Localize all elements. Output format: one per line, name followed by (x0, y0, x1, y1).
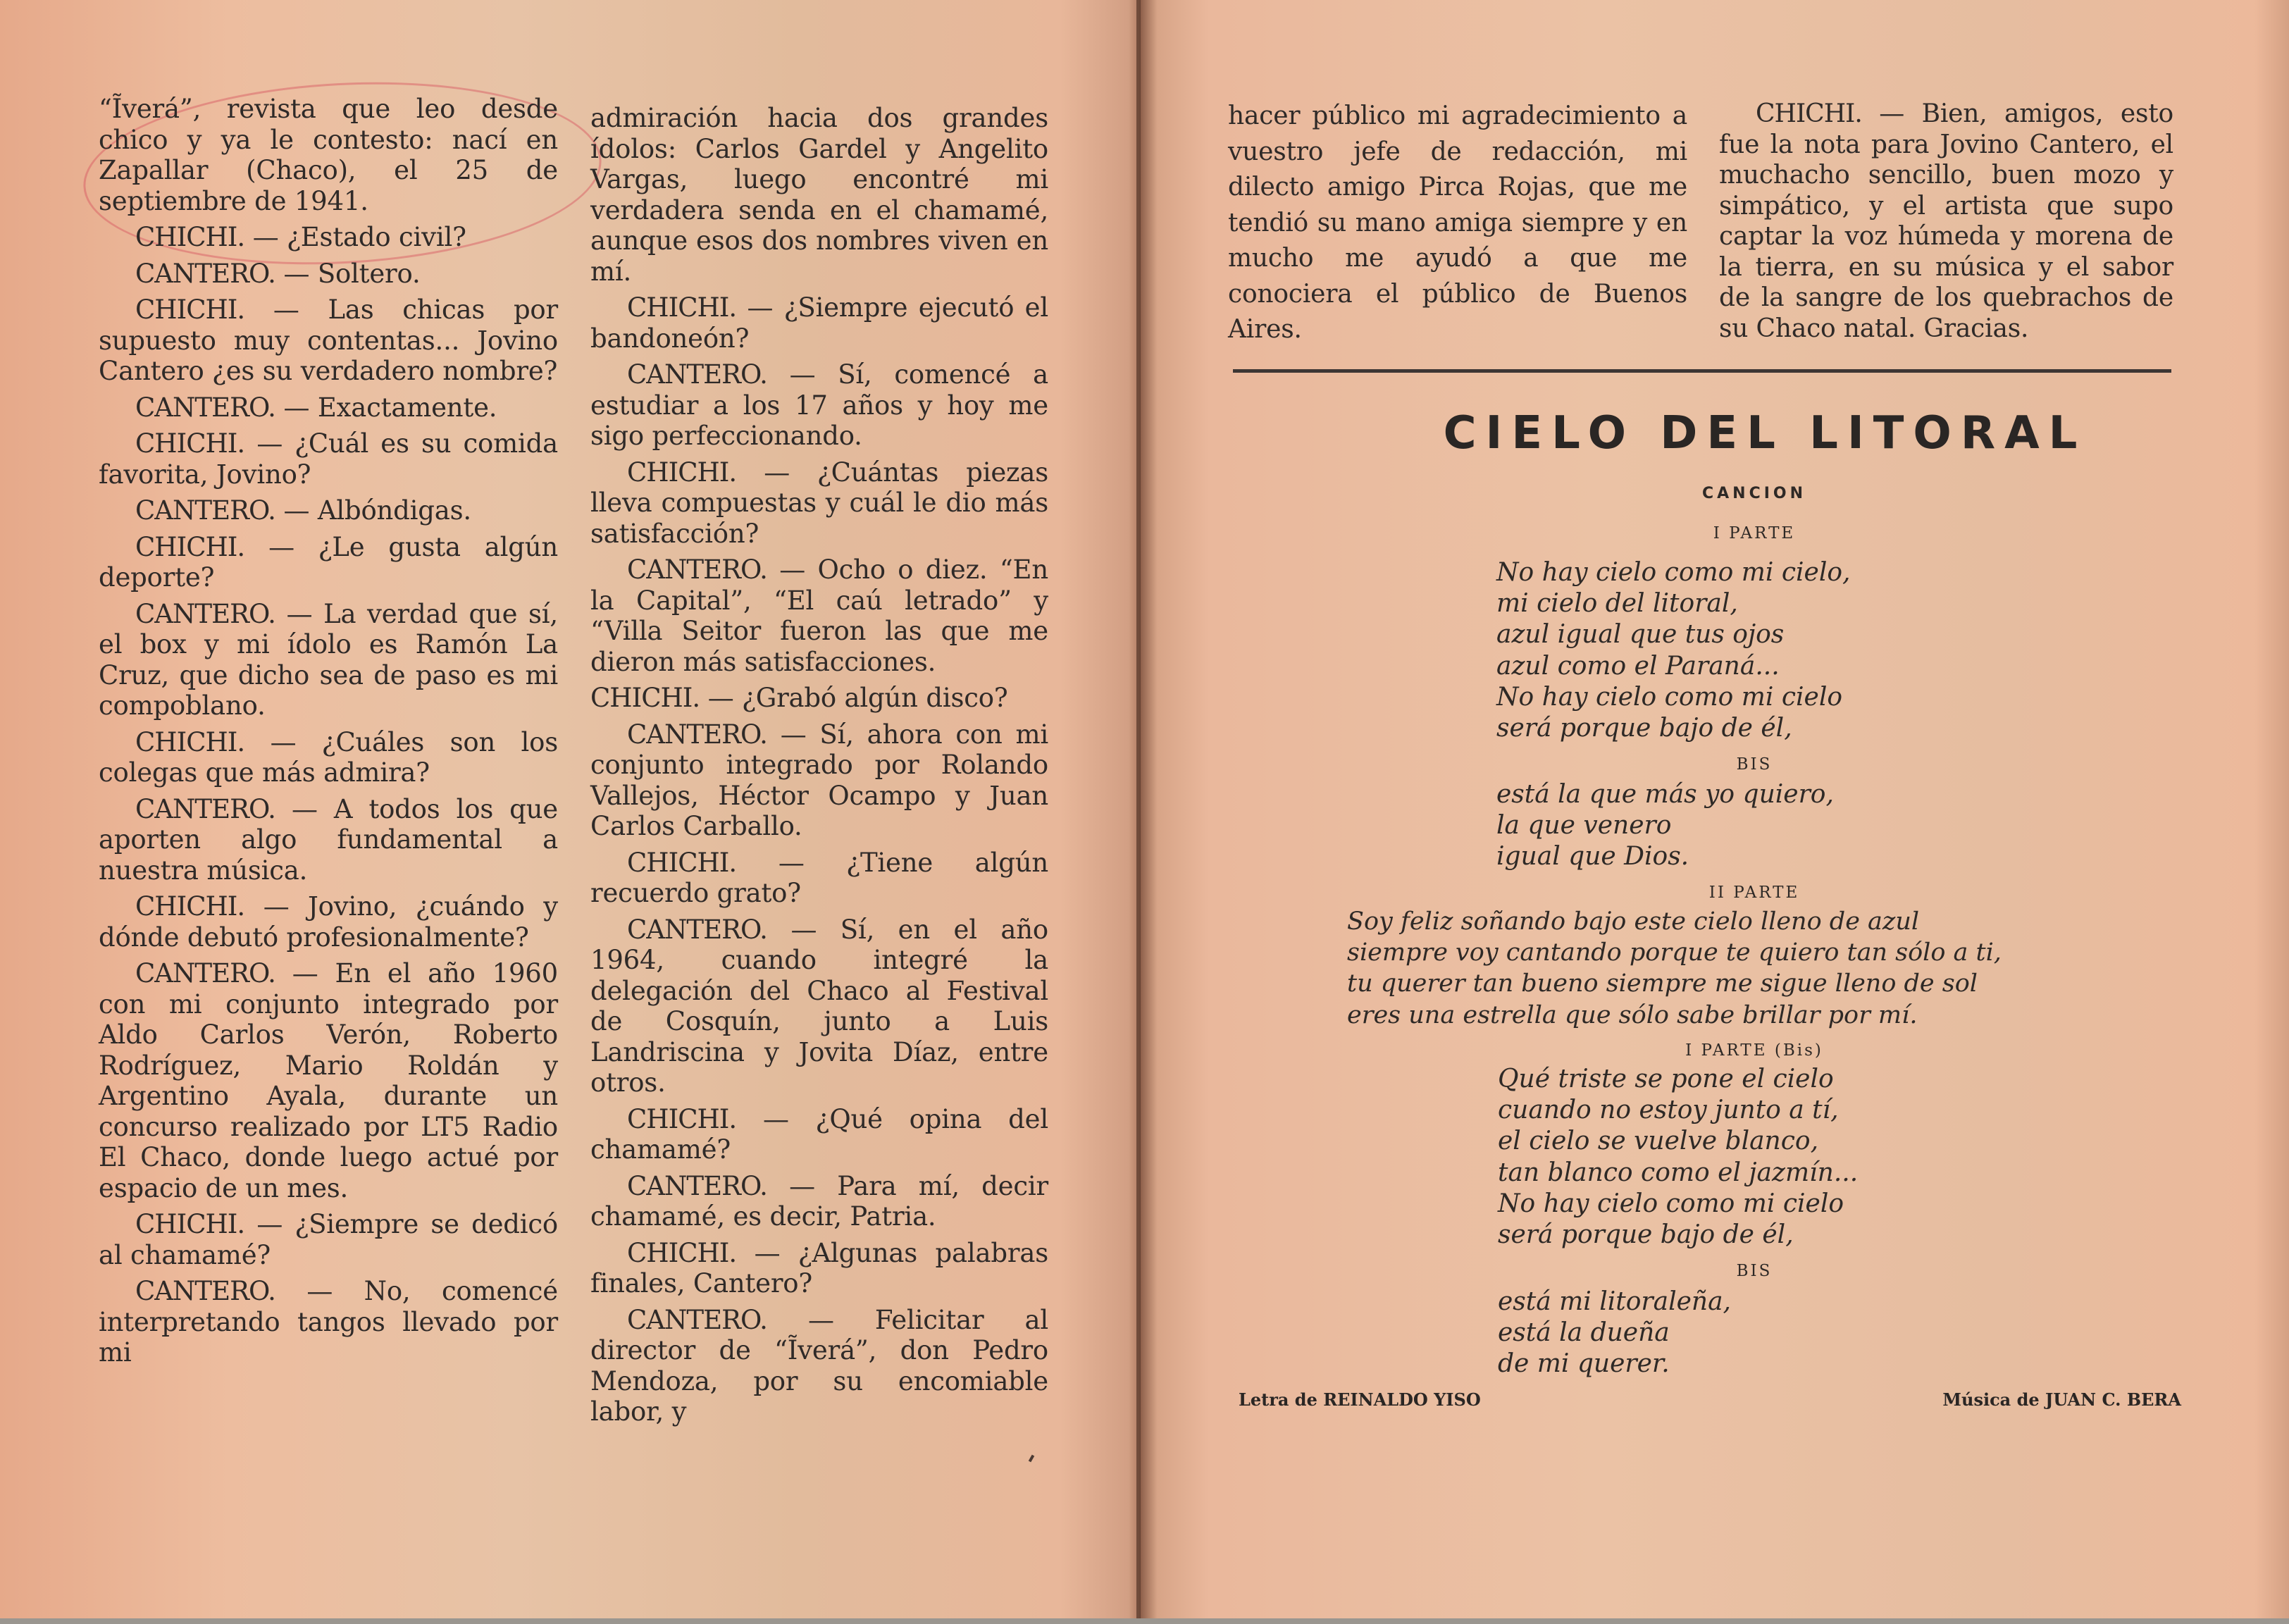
lyric-line: la que venero (1496, 811, 1672, 841)
paragraph-text: — Ocho o diez. “En la Capital”, “El caú letrado” y “Villa Seitor fueron las que me dieron más satisfacciones. (590, 554, 1048, 677)
part2-lyrics (1347, 906, 2002, 1031)
song-title: CIELO DEL LITORAL (1443, 407, 2087, 459)
paragraph-text: “Ĩverá”, revista que leo desde chico y ya le contesto: nací en Zapallar (Chaco), el 25 de septiembre de 1941. (99, 94, 558, 216)
lyric-line: cuando no estoy junto a tí, (1498, 1096, 1839, 1125)
speaker-name: CHICHI. (135, 531, 245, 562)
lyric-line: tu querer tan bueno siempre me sigue lleno de sol (1347, 969, 1978, 998)
lyric-line: tan blanco como el jazmín... (1498, 1158, 1859, 1187)
interview-paragraph (590, 683, 1048, 714)
lyric-line: No hay cielo como mi cielo (1498, 1189, 1844, 1218)
interview-paragraph (99, 295, 558, 387)
scan-bottom-edge (0, 1618, 2289, 1624)
lyric-line: el cielo se vuelve blanco, (1498, 1127, 1819, 1156)
speaker-name: CANTERO. (135, 495, 275, 526)
paragraph-text: — ¿Cuáles son los colegas que más admira? (99, 726, 558, 788)
lyric-line: azul igual que tus ojos (1496, 620, 1785, 650)
bis1-lyrics (1496, 779, 1834, 873)
lyric-line: está la que más yo quiero, (1496, 780, 1834, 809)
bis2-lyrics (1498, 1287, 1731, 1380)
lyric-line: No hay cielo como mi cielo, (1496, 558, 1851, 587)
paragraph-text: — ¿Tiene algún recuerdo grato? (590, 847, 1048, 908)
interview-paragraph (590, 915, 1048, 1098)
lyric-line: está la dueña (1498, 1318, 1670, 1348)
speaker-name: CHICHI. (627, 1103, 737, 1134)
interview-column-1 (99, 94, 558, 1374)
lyric-line: No hay cielo como mi cielo (1496, 682, 1843, 712)
interview-paragraph (590, 554, 1048, 677)
paragraph-text: — Sí, comencé a estudiar a los 17 años y hoy me sigo perfeccionando. (590, 359, 1048, 451)
interview-paragraph (1228, 99, 1687, 348)
part1-label: I PARTE (1713, 524, 1796, 543)
speaker-name: CHICHI. (135, 295, 245, 325)
interview-column-4 (1719, 99, 2173, 349)
interview-paragraph (590, 1238, 1048, 1299)
paragraph-text: — No, comencé interpretando tangos llevado por mi (99, 1276, 558, 1368)
speaker-name: CANTERO. (135, 793, 275, 824)
lyric-line: azul como el Paraná... (1496, 651, 1780, 681)
paragraph-text: — Albóndigas. (275, 495, 471, 526)
paragraph-text: hacer público mi agradecimiento a vuestro jefe de redacción, mi dilecto amigo Pirca Rojas, que me tendió su mano amiga siempre y en mucho me ayudó a que me conociera el público de Buenos Aires. (1228, 101, 1687, 344)
interview-paragraph (590, 103, 1048, 287)
speaker-name: CHICHI. (1756, 99, 1862, 128)
speaker-name: CHICHI. (135, 222, 245, 252)
speaker-name: CANTERO. (135, 958, 275, 988)
speaker-name: CANTERO. (627, 1304, 767, 1335)
speaker-name: CHICHI. (627, 1237, 737, 1268)
interview-paragraph (99, 259, 558, 290)
interview-paragraph (590, 1171, 1048, 1232)
lyrics-credit: Letra de REINALDO YISO (1239, 1389, 1481, 1410)
speaker-name: CANTERO. (135, 392, 275, 423)
interview-paragraph (590, 359, 1048, 452)
paragraph-text: — ¿Estado civil? (244, 222, 466, 252)
speaker-name: CHICHI. (627, 292, 737, 323)
paragraph-text: — ¿Siempre se dedicó al chamamé? (99, 1209, 558, 1270)
paragraph-text: — Soltero. (275, 258, 421, 289)
paragraph-text: — ¿Algunas palabras finales, Cantero? (590, 1237, 1048, 1298)
interview-paragraph (590, 1305, 1048, 1427)
paragraph-text: — En el año 1960 con mi conjunto integrado por Aldo Carlos Verón, Roberto Rodríguez, Mario Roldán y Argentino Ayala, durante un concurso realizado por LT5 Radio El Chaco, donde luego actué por espacio de un mes. (99, 958, 558, 1203)
interview-column-3 (1228, 99, 1687, 354)
paragraph-text: — A todos los que aporten algo fundamental a nuestra música. (99, 793, 558, 886)
lyric-line: Soy feliz soñando bajo este cielo lleno de azul (1347, 907, 1920, 936)
paragraph-text: — Sí, ahora con mi conjunto integrado por Rolando Vallejos, Héctor Ocampo y Juan Carlos Carballo. (590, 719, 1048, 841)
speaker-name: CHICHI. (590, 683, 700, 713)
bis1-label: BIS (1736, 755, 1773, 774)
lyric-line: eres una estrella que sólo sabe brillar por mí. (1347, 1000, 1918, 1029)
lyric-line: mi cielo del litoral, (1496, 589, 1738, 619)
interview-column-2 (590, 103, 1048, 1433)
paragraph-text: — Bien, amigos, esto fue la nota para Jovino Cantero, el muchacho sencillo, buen mozo y simpático, y el artista que supo captar la voz húmeda y morena de la tierra, en su música y el sabor de la sangre de los quebrachos de su Chaco natal. Gracias. (1719, 99, 2173, 343)
paragraph-text: — Para mí, decir chamamé, es decir, Patria. (590, 1170, 1048, 1232)
bis2-label: BIS (1736, 1262, 1773, 1280)
interview-paragraph (99, 495, 558, 526)
interview-paragraph (590, 457, 1048, 550)
song-genre: CANCION (1701, 485, 1807, 502)
lyric-line: será porque bajo de él, (1498, 1220, 1794, 1249)
lyric-line: Qué triste se pone el cielo (1498, 1065, 1834, 1093)
part2-label: II PARTE (1708, 884, 1800, 902)
lyric-line: siempre voy cantando porque te quiero tan sólo a ti, (1347, 938, 2002, 967)
interview-paragraph (590, 292, 1048, 354)
interview-paragraph (99, 794, 558, 886)
paragraph-text: admiración hacia dos grandes ídolos: Carlos Gardel y Angelito Vargas, luego encontré mi verdadera senda en el chamamé, aunque esos dos nombres viven en mí. (590, 103, 1048, 287)
speaker-name: CHICHI. (135, 891, 245, 922)
interview-paragraph (99, 428, 558, 490)
interview-paragraph (99, 94, 558, 216)
paragraph-text: — Exactamente. (275, 392, 497, 423)
paragraph-text: — Felicitar al director de “Ĩverá”, don Pedro Mendoza, por su encomiable labor, y (590, 1304, 1048, 1427)
paragraph-text: — ¿Grabó algún disco? (700, 683, 1008, 713)
speaker-name: CHICHI. (135, 1209, 245, 1239)
interview-paragraph (590, 1104, 1048, 1165)
section-divider (1233, 369, 2171, 373)
part3-lyrics (1498, 1064, 1858, 1251)
lyric-line: de mi querer. (1498, 1349, 1670, 1379)
interview-paragraph (99, 532, 558, 593)
part3-label: I PARTE (Bis) (1685, 1041, 1823, 1060)
interview-paragraph (99, 392, 558, 423)
interview-paragraph (99, 958, 558, 1203)
part1-lyrics (1496, 557, 1850, 744)
book-spine (1136, 0, 1141, 1618)
paragraph-text: — Sí, en el año 1964, cuando integré la delegación del Chaco al Festival de Cosquín, junto a Luis Landriscina y Jovita Díaz, entre otros. (590, 914, 1048, 1098)
paragraph-text: — La verdad que sí, el box y mi ídolo es Ramón La Cruz, que dicho sea de paso es mi compoblano. (99, 598, 558, 721)
interview-paragraph (99, 599, 558, 721)
interview-paragraph (99, 891, 558, 953)
speaker-name: CANTERO. (627, 359, 767, 390)
interview-paragraph (99, 222, 558, 253)
speaker-name: CANTERO. (627, 914, 767, 945)
speaker-name: CHICHI. (135, 726, 245, 757)
interview-paragraph (590, 848, 1048, 909)
speaker-name: CANTERO. (627, 554, 767, 585)
speaker-name: CHICHI. (627, 457, 737, 488)
speaker-name: CANTERO. (135, 1276, 275, 1306)
speaker-name: CANTERO. (135, 598, 275, 629)
lyric-line: está mi litoraleña, (1498, 1287, 1731, 1316)
speaker-name: CHICHI. (135, 428, 245, 459)
lyric-line: será porque bajo de él, (1496, 713, 1792, 743)
speaker-name: CANTERO. (135, 258, 275, 289)
paragraph-text: — Las chicas por supuesto muy contentas... Jovino Cantero ¿es su verdadero nombre? (99, 295, 558, 386)
interview-paragraph (99, 727, 558, 788)
paragraph-text: — ¿Cuántas piezas lleva compuestas y cuál le dio más satisfacción? (590, 457, 1048, 549)
interview-paragraph (590, 719, 1048, 842)
lyric-line: igual que Dios. (1496, 842, 1689, 872)
paragraph-text: — Jovino, ¿cuándo y dónde debutó profesionalmente? (99, 891, 558, 953)
interview-paragraph (99, 1209, 558, 1270)
interview-paragraph (1719, 99, 2173, 344)
paragraph-text: — ¿Cuál es su comida favorita, Jovino? (99, 428, 558, 490)
paragraph-text: — ¿Siempre ejecutó el bandoneón? (590, 292, 1048, 354)
interview-paragraph (99, 1276, 558, 1368)
music-credit: Música de JUAN C. BERA (1942, 1389, 2181, 1410)
paragraph-text: — ¿Le gusta algún deporte? (99, 531, 558, 593)
speaker-name: CANTERO. (627, 719, 767, 750)
speaker-name: CHICHI. (627, 847, 737, 878)
paragraph-text: — ¿Qué opina del chamamé? (590, 1103, 1048, 1165)
speaker-name: CANTERO. (627, 1170, 767, 1201)
